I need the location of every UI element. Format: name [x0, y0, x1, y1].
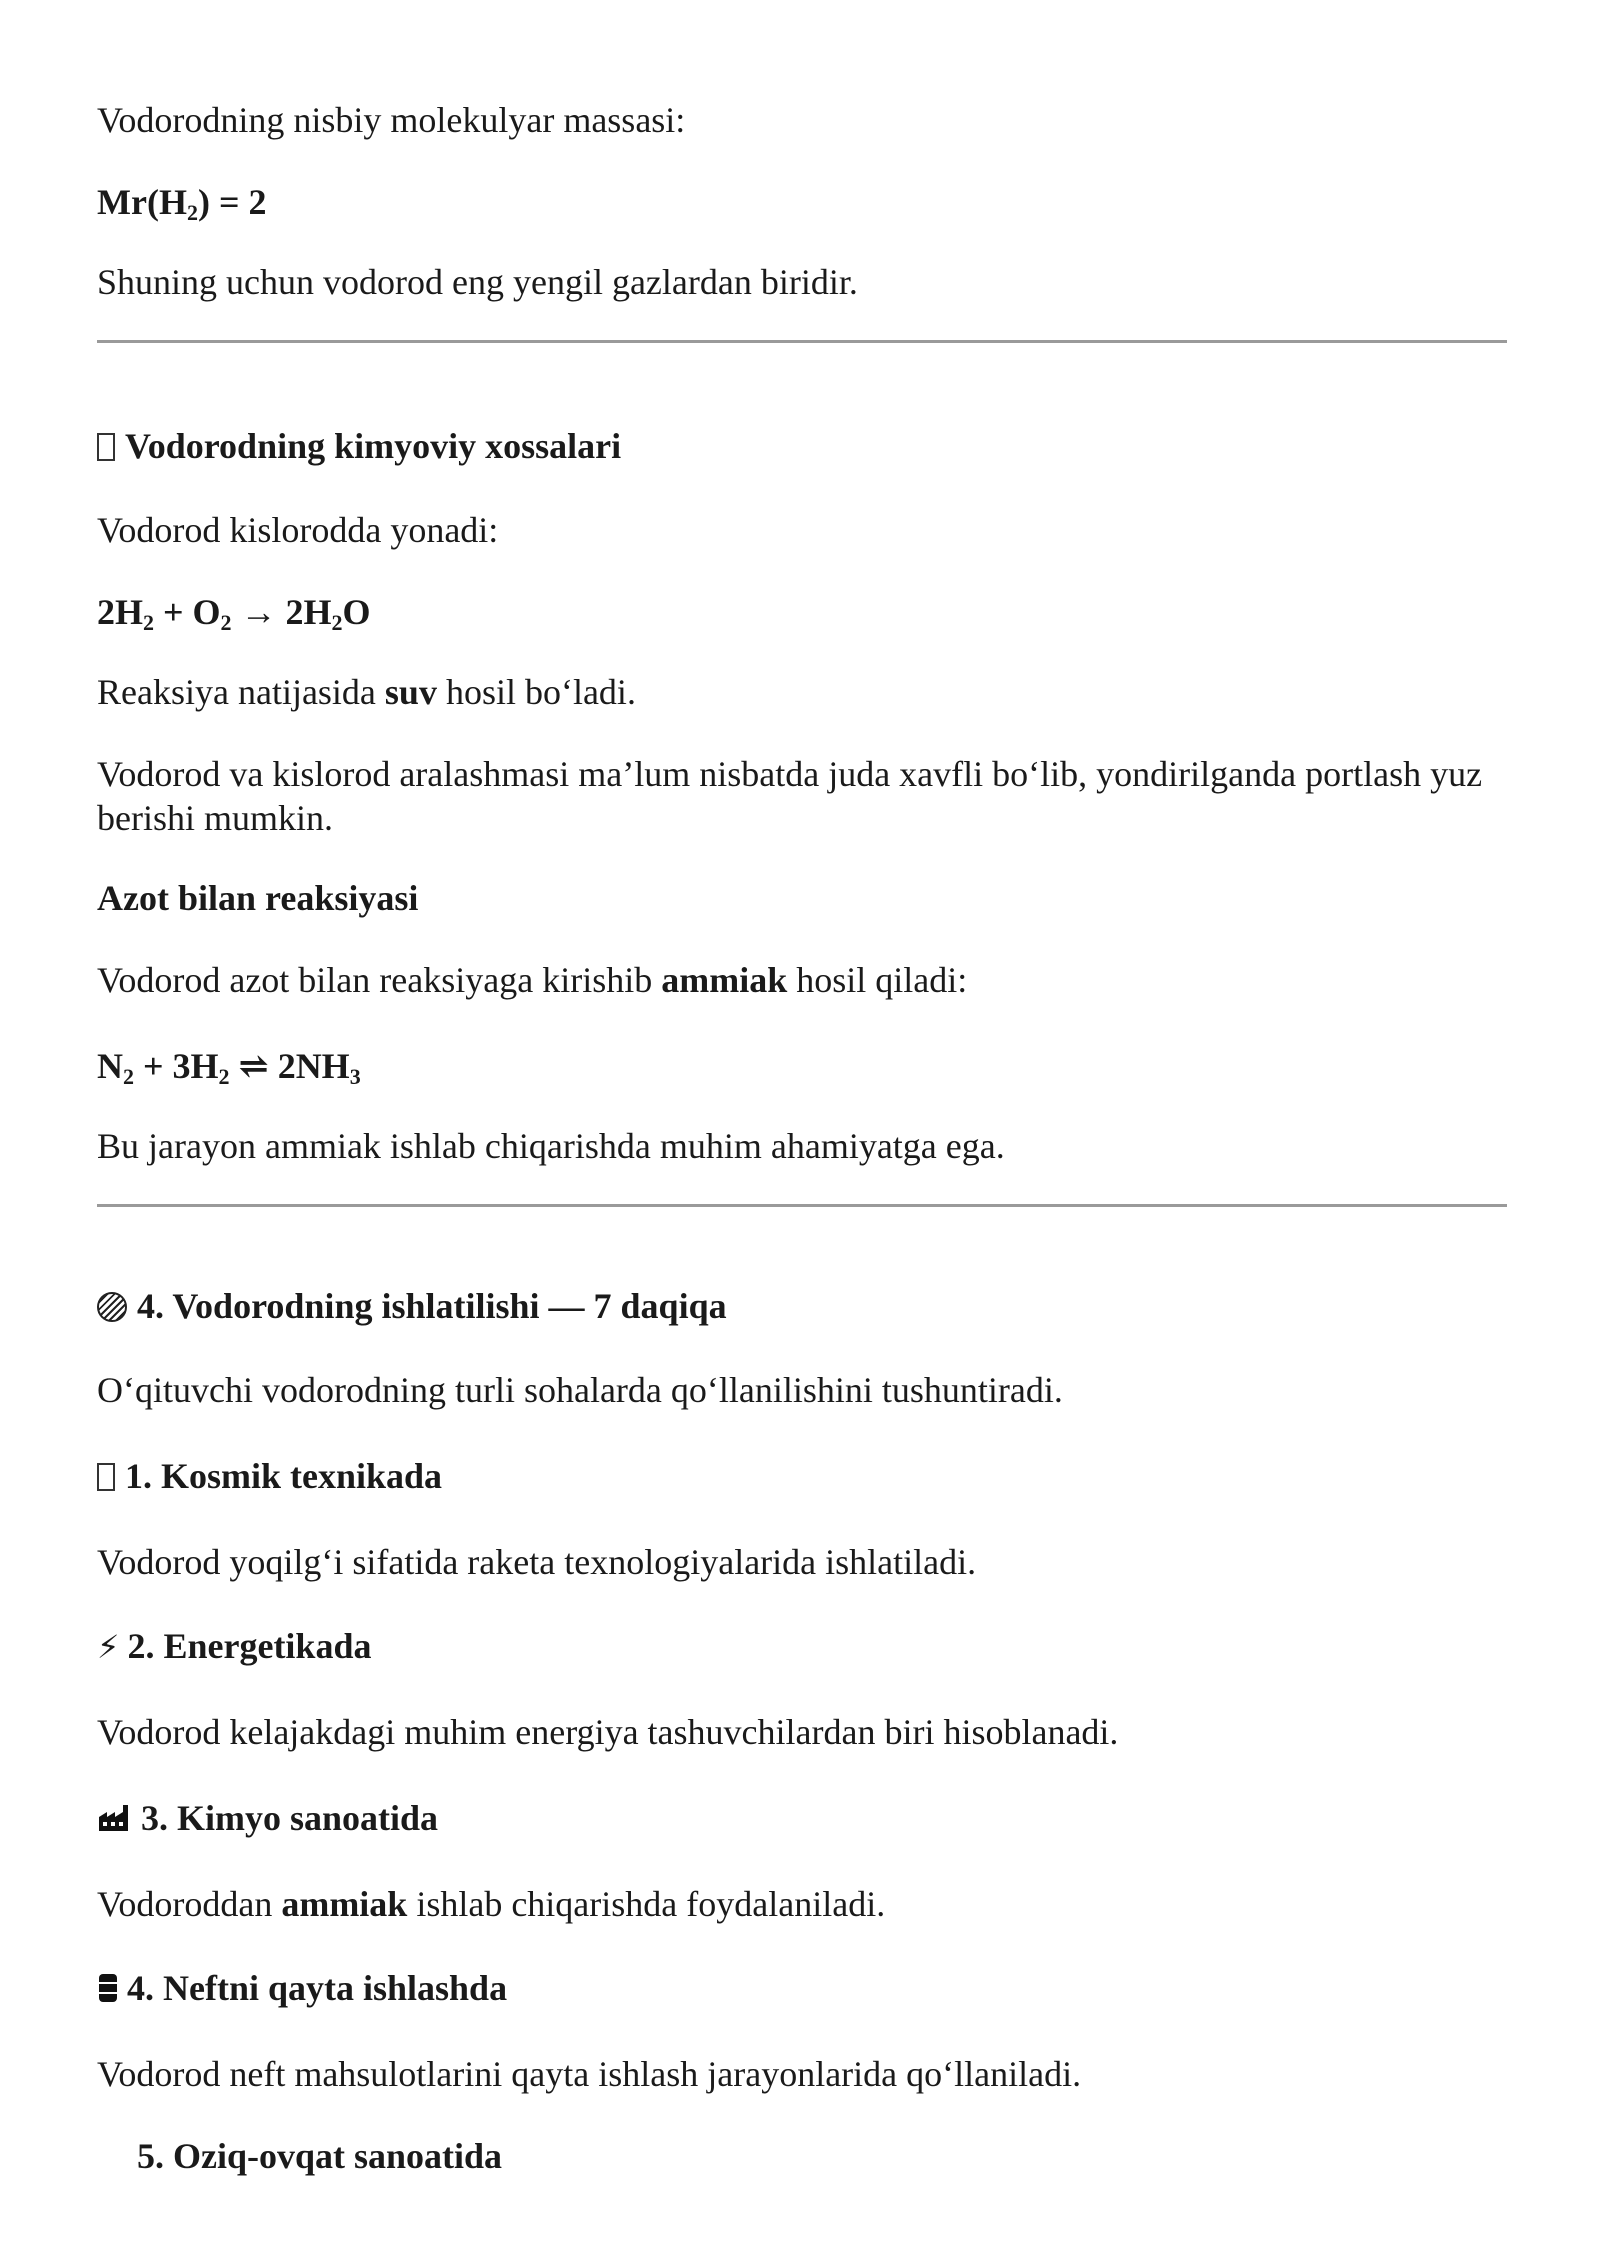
- water-result: Reaksiya natijasida suv hosil bo‘ladi.: [97, 672, 636, 712]
- chem-properties-heading: Vodorodning kimyoviy xossalari: [97, 424, 621, 468]
- factory-icon: [97, 1803, 131, 1833]
- section-divider: [97, 1204, 1507, 1207]
- usage-heading: 4. Vodorodning ishlatilishi — 7 daqiqa: [97, 1284, 727, 1328]
- section-divider: [97, 340, 1507, 343]
- danger-note: Vodorod va kislorod aralashmasi ma’lum nisbatda juda xavfli bo‘lib, yondirilganda portlash yuz berishi mumkin.: [97, 754, 1483, 838]
- item1-text: Vodorod yoqilg‘i sifatida raketa texnologiyalarida ishlatiladi.: [97, 1542, 977, 1582]
- lightning-bolt-icon: ⚡: [97, 1628, 120, 1666]
- item4-text: Vodorod neft mahsulotlarini qayta ishlash jarayonlarida qo‘llaniladi.: [97, 2054, 1082, 2094]
- item2-heading: ⚡ 2. Energetikada: [97, 1624, 371, 1669]
- ammonia-equation: $N_2 + 3H_2$ ⇌ $2NH_3$: [97, 1046, 361, 1089]
- oil-barrel-icon: [97, 1972, 119, 2004]
- usage-intro: O‘qituvchi vodorodning turli sohalarda qo‘llanilishini tushuntiradi.: [97, 1370, 1063, 1410]
- oxygen-intro: Vodorod kislorodda yonadi:: [97, 510, 499, 550]
- item4-heading: 4. Neftni qayta ishlashda: [97, 1966, 507, 2010]
- missing-glyph-box-icon: [97, 1463, 115, 1491]
- hatched-circle-icon: [97, 1292, 127, 1322]
- missing-glyph-box-icon: [97, 433, 115, 461]
- azot-intro: Vodorod azot bilan reaksiyaga kirishib ammiak hosil qiladi:: [97, 960, 968, 1000]
- water-equation: $2H_2 + O_2 \to 2H_2O$: [97, 592, 371, 635]
- mass-conclusion: Shuning uchun vodorod eng yengil gazlardan biridir.: [97, 262, 858, 302]
- ammonia-note: Bu jarayon ammiak ishlab chiqarishda muhim ahamiyatga ega.: [97, 1126, 1005, 1166]
- mass-intro: Vodorodning nisbiy molekulyar massasi:: [97, 100, 686, 140]
- mass-formula: $Mr(H_2) = 2$: [97, 182, 267, 225]
- azot-heading: Azot bilan reaksiyasi: [97, 878, 419, 918]
- item2-text: Vodorod kelajakdagi muhim energiya tashuvchilardan biri hisoblanadi.: [97, 1712, 1119, 1752]
- item3-text: Vodoroddan ammiak ishlab chiqarishda foydalaniladi.: [97, 1884, 886, 1924]
- item3-heading: 3. Kimyo sanoatida: [97, 1796, 438, 1840]
- item5-heading: 5. Oziq-ovqat sanoatida: [137, 2136, 503, 2176]
- item1-heading: 1. Kosmik texnikada: [97, 1454, 442, 1498]
